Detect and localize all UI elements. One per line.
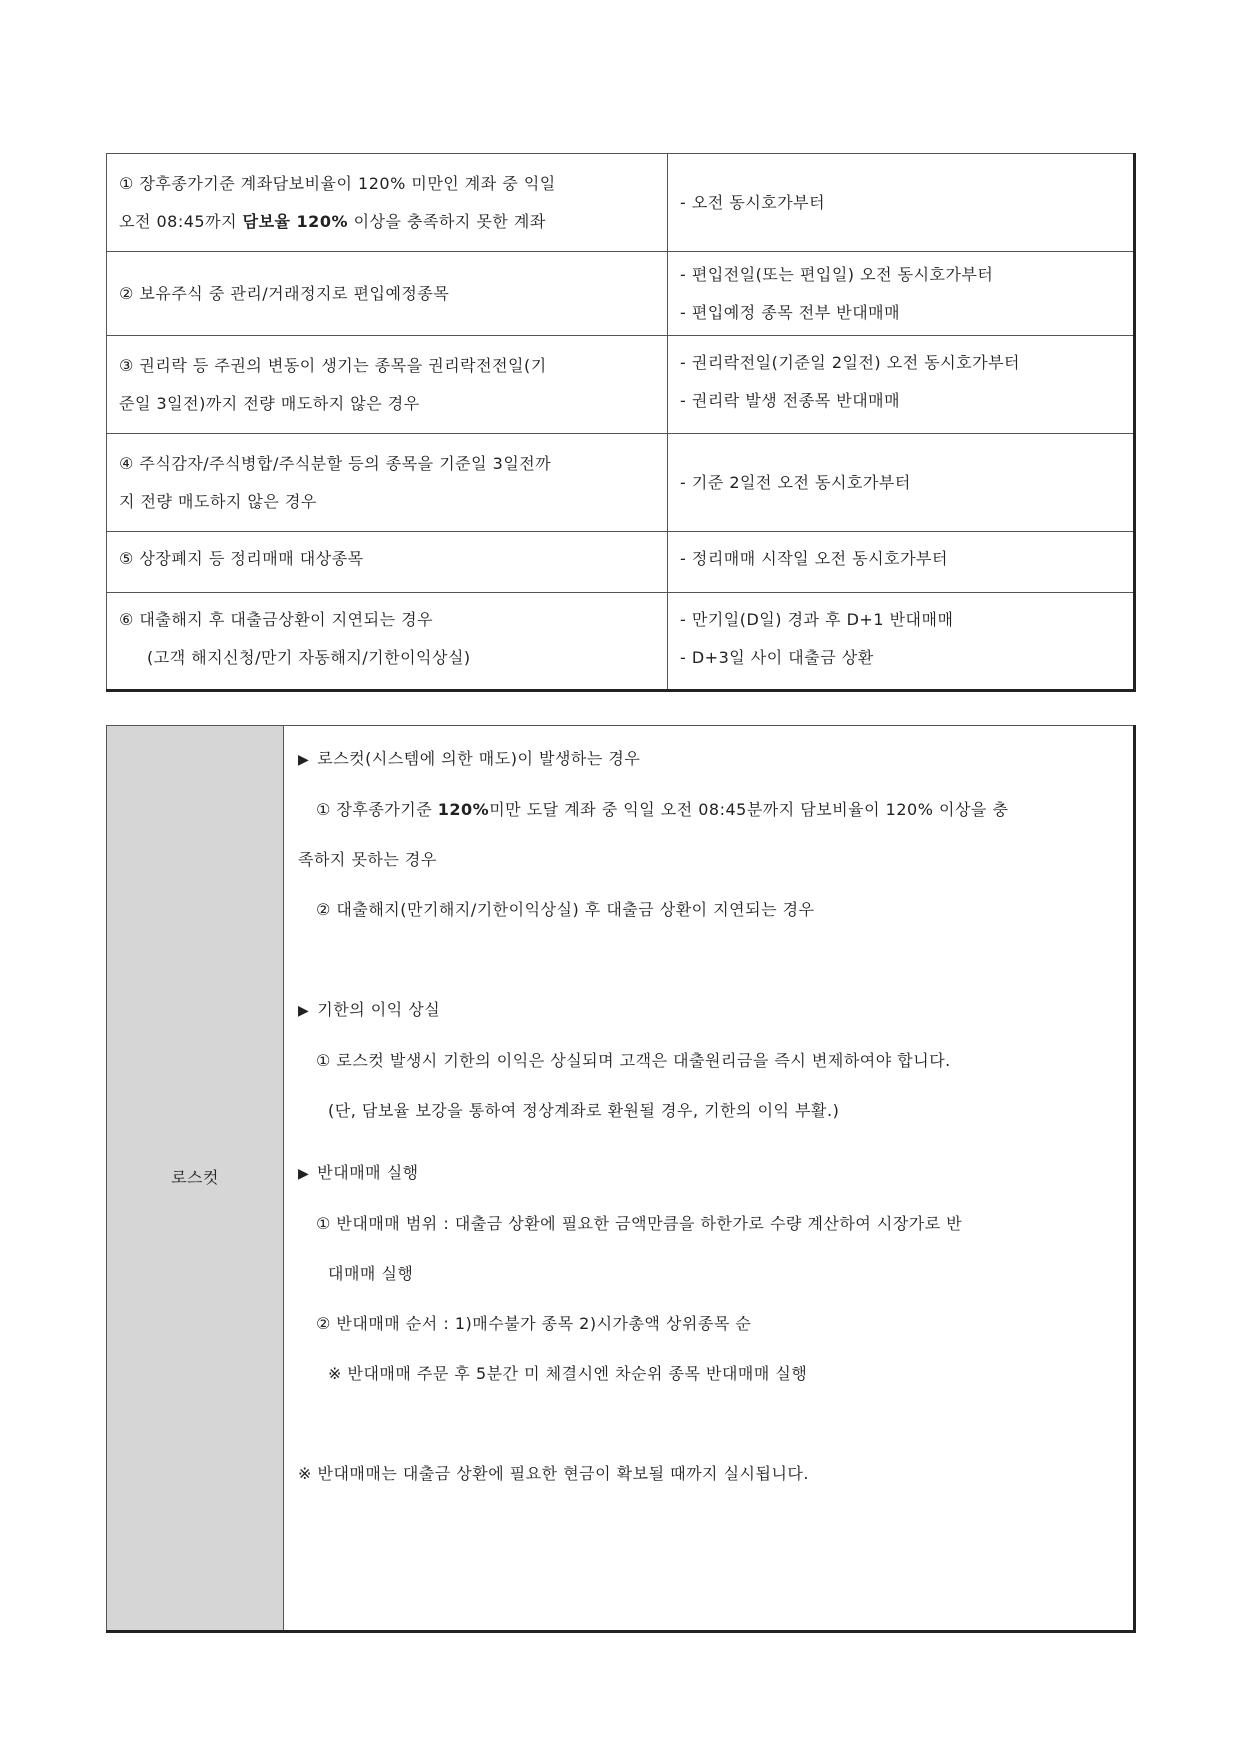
table-row bbox=[107, 532, 1135, 593]
action-text: - D+3일 사이 대출금 상환 bbox=[680, 648, 874, 667]
list-item: ① 로스컷 발생시 기한의 이익은 상실되며 고객은 대출원리금을 즉시 변제하여야 합니다. bbox=[316, 1051, 951, 1070]
section-heading: ▶ 로스컷(시스템에 의한 매도)이 발생하는 경우 bbox=[298, 749, 641, 768]
losscut-label-cell bbox=[107, 726, 284, 1632]
table-row bbox=[107, 593, 1135, 691]
table-row bbox=[107, 434, 1135, 532]
list-item: ② 대출해지(만기해지/기한이익상실) 후 대출금 상환이 지연되는 경우 bbox=[316, 900, 815, 919]
condition-cell bbox=[107, 252, 668, 336]
table-row bbox=[107, 154, 1135, 252]
action-text: - 만기일(D일) 경과 후 D+1 반대매매 bbox=[680, 610, 954, 629]
action-text: - 기준 2일전 오전 동시호가부터 bbox=[680, 472, 911, 492]
action-cell bbox=[668, 252, 1135, 336]
condition-text: ⑥ 대출해지 후 대출금상환이 지연되는 경우 bbox=[119, 610, 434, 629]
list-item-continuation: 족하지 못하는 경우 bbox=[298, 850, 437, 869]
action-cell bbox=[668, 336, 1135, 434]
table-row bbox=[107, 336, 1135, 434]
condition-text: ② 보유주식 중 관리/거래정지로 편입예정종목 bbox=[119, 283, 450, 303]
list-item: ① 장후종가기준 120%미만 도달 계좌 중 익일 오전 08:45분까지 담보비율이 120% 이상을 충 bbox=[316, 800, 1009, 819]
spacer bbox=[298, 1399, 1119, 1449]
list-item: ② 반대매매 순서 : 1)매수불가 종목 2)시가총액 상위종목 순 bbox=[316, 1314, 752, 1333]
section-heading: ▶ 기한의 이익 상실 bbox=[298, 1000, 441, 1019]
condition-cell bbox=[107, 593, 668, 691]
condition-text: ① 장후종가기준 계좌담보비율이 120% 미만인 계좌 중 익일 bbox=[119, 173, 556, 193]
action-text: - 권리락전일(기준일 2일전) 오전 동시호가부터 bbox=[680, 353, 1020, 372]
bold-text: 120% bbox=[437, 800, 490, 819]
action-cell bbox=[668, 593, 1135, 691]
condition-text: ③ 권리락 등 주권의 변동이 생기는 종목을 권리락전전일(기 bbox=[119, 355, 547, 375]
action-text: - 편입예정 종목 전부 반대매매 bbox=[680, 302, 901, 322]
action-cell bbox=[668, 532, 1135, 593]
list-item-note: ※ 반대매매 주문 후 5분간 미 체결시엔 차순위 종목 반대매매 실행 bbox=[328, 1364, 808, 1383]
condition-cell bbox=[107, 434, 668, 532]
action-text: - 편입전일(또는 편입일) 오전 동시호가부터 bbox=[680, 264, 994, 284]
action-text: - 오전 동시호가부터 bbox=[680, 192, 826, 212]
list-item-continuation: 대매매 실행 bbox=[328, 1264, 414, 1283]
spacer bbox=[298, 935, 1119, 985]
list-item-note: (단, 담보율 보강을 통하여 정상계좌로 환원될 경우, 기한의 이익 부활.) bbox=[328, 1101, 840, 1120]
section-heading: ▶ 반대매매 실행 bbox=[298, 1163, 419, 1182]
losscut-label: 로스컷 bbox=[171, 1168, 219, 1187]
condition-cell bbox=[107, 336, 668, 434]
table-row bbox=[107, 726, 1135, 1632]
condition-text: 준일 3일전)까지 전량 매도하지 않은 경우 bbox=[119, 393, 420, 413]
triangle-bullet-icon: ▶ bbox=[298, 1003, 310, 1019]
action-cell bbox=[668, 434, 1135, 532]
losscut-table bbox=[106, 725, 1136, 1633]
condition-text: ④ 주식감자/주식병합/주식분할 등의 종목을 기준일 3일전까 bbox=[119, 453, 552, 473]
condition-text: 오전 08:45까지 담보율 120% 이상을 충족하지 못한 계좌 bbox=[119, 211, 546, 231]
triangle-bullet-icon: ▶ bbox=[298, 1166, 310, 1182]
losscut-body-cell bbox=[284, 726, 1135, 1632]
forced-sale-conditions-table bbox=[106, 153, 1136, 692]
final-note: ※ 반대매매는 대출금 상환에 필요한 현금이 확보될 때까지 실시됩니다. bbox=[298, 1464, 809, 1483]
table-row bbox=[107, 252, 1135, 336]
triangle-bullet-icon: ▶ bbox=[298, 752, 310, 768]
bold-text: 담보율 120% bbox=[242, 211, 348, 231]
condition-cell bbox=[107, 154, 668, 252]
condition-text: 지 전량 매도하지 않은 경우 bbox=[119, 491, 317, 511]
condition-cell bbox=[107, 532, 668, 593]
action-cell bbox=[668, 154, 1135, 252]
action-text: - 권리락 발생 전종목 반대매매 bbox=[680, 391, 901, 410]
action-text: - 정리매매 시작일 오전 동시호가부터 bbox=[680, 549, 948, 568]
list-item: ① 반대매매 범위 : 대출금 상환에 필요한 금액만큼을 하한가로 수량 계산하여 시장가로 반 bbox=[316, 1214, 963, 1233]
condition-text: ⑤ 상장폐지 등 정리매매 대상종목 bbox=[119, 549, 364, 568]
condition-text: (고객 해지신청/만기 자동해지/기한이익상실) bbox=[147, 648, 471, 667]
